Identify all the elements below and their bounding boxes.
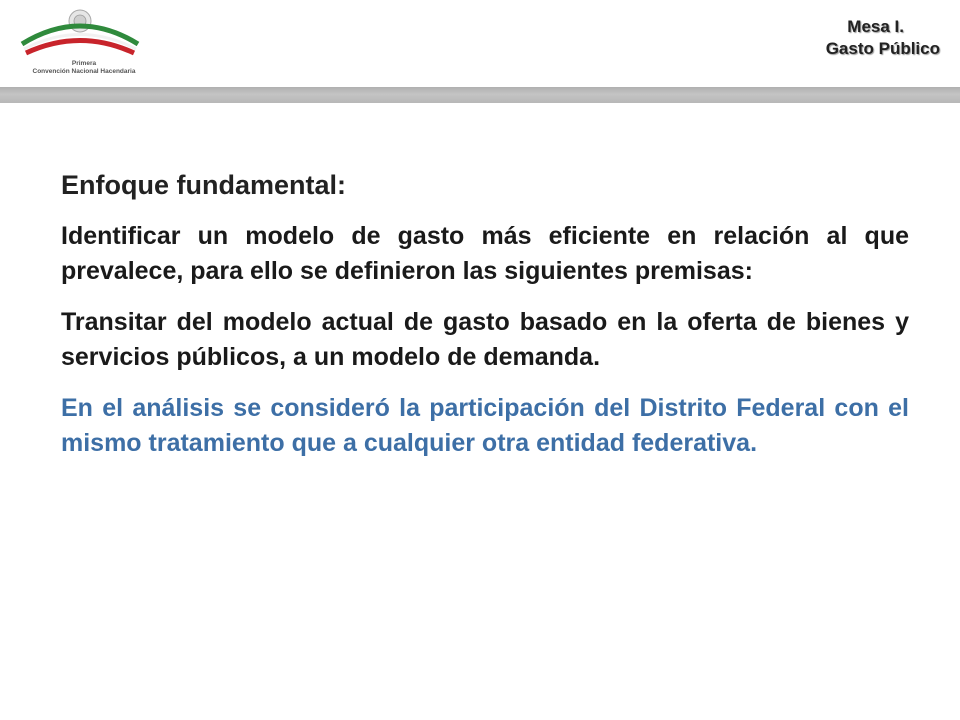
header-divider xyxy=(0,87,960,103)
slide-content xyxy=(61,168,909,477)
logo-caption-line2: Convención Nacional Hacendaria xyxy=(32,68,136,75)
logo-caption xyxy=(24,60,144,76)
paragraph-transition: Transitar del modelo actual de gasto basado en la oferta de bienes y servicios públicos, a un modelo de demanda. xyxy=(61,308,909,371)
eagle-seal-icon xyxy=(16,6,146,62)
section-title xyxy=(700,16,940,60)
content-heading: Enfoque fundamental: xyxy=(61,170,346,200)
convention-logo xyxy=(16,6,146,80)
section-title-line1: Mesa I. xyxy=(847,17,904,36)
paragraph-objective: Identificar un modelo de gasto más eficiente en relación al que prevalece, para ello se definieron las siguientes premisas: xyxy=(61,222,909,285)
logo-caption-line1: Primera xyxy=(71,60,97,67)
section-title-line2: Gasto Público xyxy=(825,39,940,58)
paragraph-distrito-federal: En el análisis se consideró la participación del Distrito Federal con el mismo tratamiento que a cualquier otra entidad federativa. xyxy=(61,394,909,457)
